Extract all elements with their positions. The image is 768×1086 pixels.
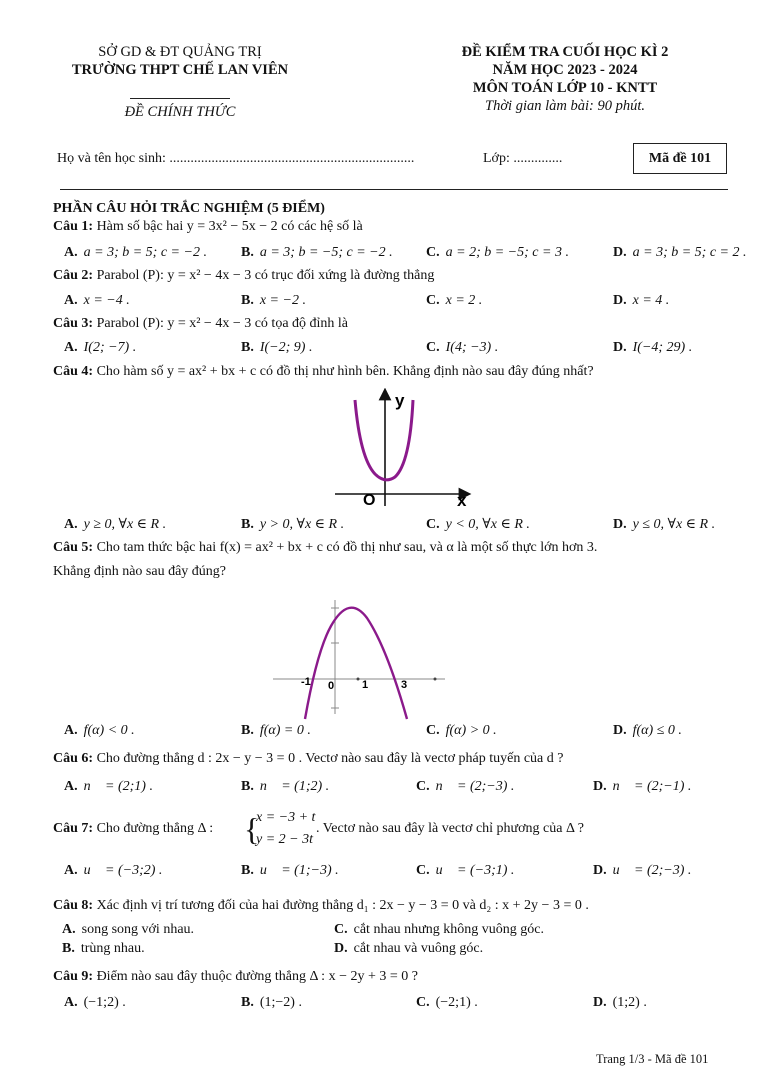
- x-tick-dot: [434, 678, 437, 681]
- question-text: Cho hàm số y = ax² + bx + c có đồ thị như hình bên. Khẳng định nào sau đây đúng nhất?: [96, 364, 594, 379]
- option-text: y ≥ 0, ∀x ∈ R .: [83, 517, 167, 532]
- question-label: Câu 9:: [53, 969, 94, 984]
- y-axis-label: y: [395, 391, 405, 410]
- option-letter: B.: [241, 293, 254, 308]
- option-text: (−1;2) .: [83, 995, 126, 1010]
- question-text: Hàm số bậc hai y = 3x² − 5x − 2 có các hệ số là: [96, 219, 363, 234]
- option-letter: D.: [334, 941, 348, 956]
- option-text: song song với nhau.: [81, 922, 195, 937]
- x-tick-dot: [357, 678, 360, 681]
- option-letter: A.: [64, 723, 78, 738]
- question-3: [53, 316, 348, 332]
- option-text: a = 3; b = 5; c = 2 .: [632, 245, 747, 260]
- option-letter: B.: [241, 995, 254, 1010]
- q7-option-c[interactable]: [416, 863, 514, 879]
- option-letter: C.: [426, 245, 440, 260]
- q1-option-c[interactable]: [426, 245, 569, 261]
- option-text: u⃗ = (−3;2) .: [83, 863, 163, 878]
- option-letter: B.: [241, 340, 254, 355]
- school-name: TRƯỜNG THPT CHẾ LAN VIÊN: [71, 62, 289, 78]
- option-letter: B.: [241, 245, 254, 260]
- q4-option-c[interactable]: [426, 516, 530, 533]
- option-text: x = 2 .: [445, 293, 483, 308]
- parabola-curve: [305, 608, 407, 719]
- exam-code-box: [633, 143, 727, 174]
- q5-option-c[interactable]: [426, 723, 497, 739]
- q9-option-b[interactable]: [241, 995, 302, 1011]
- q2-option-b[interactable]: [241, 293, 306, 309]
- question-label: Câu 8:: [53, 898, 94, 913]
- school-year: NĂM HỌC 2023 - 2024: [492, 62, 638, 78]
- q8-option-a[interactable]: [62, 922, 194, 938]
- system-eq1: x = −3 + t: [256, 810, 316, 825]
- question-text: Cho đường thẳng d : 2x − y − 3 = 0 . Vectơ nào sau đây là vectơ pháp tuyến của d ?: [96, 751, 564, 766]
- option-letter: D.: [593, 863, 607, 878]
- q1-option-a[interactable]: [64, 245, 207, 261]
- q7-option-b[interactable]: [241, 863, 339, 879]
- question-text: Cho đường thẳng Δ :: [96, 821, 214, 836]
- q6-option-c[interactable]: [416, 779, 514, 795]
- option-text: n⃗ = (2;−3) .: [435, 779, 515, 794]
- page-footer: Trang 1/3 - Mã đề 101: [596, 1052, 709, 1066]
- option-text: f(α) ≤ 0 .: [632, 723, 682, 738]
- official-label: ĐỀ CHÍNH THỨC: [124, 104, 236, 120]
- option-letter: A.: [64, 340, 78, 355]
- class-field: Lớp: ..............: [483, 151, 563, 166]
- option-letter: A.: [64, 863, 78, 878]
- option-letter: A.: [64, 293, 78, 308]
- option-text: I(4; −3) .: [445, 340, 499, 355]
- option-text: f(α) = 0 .: [259, 723, 311, 738]
- question-2: [53, 268, 434, 284]
- q7-option-a[interactable]: [64, 863, 162, 879]
- option-text: cắt nhau và vuông góc.: [353, 941, 484, 956]
- option-text: u⃗ = (−3;1) .: [435, 863, 515, 878]
- option-text: a = 3; b = 5; c = −2 .: [83, 245, 207, 260]
- option-text: trùng nhau.: [80, 941, 145, 956]
- q7-option-d[interactable]: [593, 863, 691, 879]
- header-divider: [130, 98, 230, 99]
- q8-option-b[interactable]: [62, 941, 145, 957]
- option-text: I(2; −7) .: [83, 340, 137, 355]
- exam-code: Mã đề 101: [648, 150, 712, 166]
- option-text: u⃗ = (2;−3) .: [612, 863, 692, 878]
- option-text: n⃗ = (2;−1) .: [612, 779, 692, 794]
- option-letter: C.: [416, 779, 430, 794]
- option-text: I(−4; 29) .: [632, 340, 693, 355]
- q8-option-d[interactable]: [334, 941, 483, 957]
- option-text: y ≤ 0, ∀x ∈ R .: [632, 517, 716, 532]
- question-7: [53, 821, 213, 837]
- option-letter: C.: [426, 293, 440, 308]
- question-text: Parabol (P): y = x² − 4x − 3 có tọa độ đỉnh là: [96, 316, 349, 331]
- option-letter: D.: [613, 517, 627, 532]
- parabola-curve: [355, 400, 413, 480]
- q4-option-b[interactable]: [241, 516, 344, 533]
- q8-option-c[interactable]: [334, 922, 544, 938]
- option-text: a = 3; b = −5; c = −2 .: [259, 245, 393, 260]
- tick-label-1: 1: [362, 679, 369, 691]
- q2-option-d[interactable]: [613, 293, 669, 309]
- option-text: x = −4 .: [83, 293, 130, 308]
- q6-option-b[interactable]: [241, 779, 329, 795]
- option-text: y > 0, ∀x ∈ R .: [259, 517, 345, 532]
- option-letter: B.: [241, 517, 254, 532]
- question-1: [53, 219, 363, 235]
- q9-option-a[interactable]: [64, 995, 126, 1011]
- option-letter: D.: [613, 245, 627, 260]
- q4-option-a[interactable]: [64, 516, 166, 533]
- option-letter: C.: [416, 863, 430, 878]
- option-letter: C.: [426, 517, 440, 532]
- option-letter: A.: [62, 922, 76, 937]
- question-label: Câu 5:: [53, 540, 94, 555]
- option-letter: C.: [334, 922, 348, 937]
- question-label: Câu 6:: [53, 751, 94, 766]
- option-text: f(α) < 0 .: [83, 723, 135, 738]
- tick-label-neg1: -1: [301, 676, 311, 688]
- question-4: [53, 364, 594, 380]
- question-7-tail: . Vectơ nào sau đây là vectơ chỉ phương của Δ ?: [316, 821, 584, 836]
- tick-label-3: 3: [401, 679, 408, 691]
- question-label: Câu 7:: [53, 821, 94, 836]
- q3-option-d[interactable]: [613, 340, 692, 356]
- option-text: u⃗ = (1;−3) .: [259, 863, 339, 878]
- option-text: (1;2) .: [612, 995, 647, 1010]
- option-letter: B.: [241, 779, 254, 794]
- question-8: [53, 898, 589, 914]
- q5-option-b[interactable]: [241, 723, 311, 739]
- question-label: Câu 3:: [53, 316, 94, 331]
- q3-option-b[interactable]: [241, 340, 312, 356]
- exam-title: ĐỀ KIỂM TRA CUỐI HỌC KÌ 2: [461, 44, 669, 60]
- section-title: PHẦN CÂU HỎI TRẮC NGHIỆM (5 ĐIỂM): [53, 201, 325, 216]
- header-rule: [60, 189, 728, 190]
- question-5: [53, 540, 597, 556]
- exam-time: Thời gian làm bài: 90 phút.: [485, 98, 645, 114]
- option-letter: A.: [64, 245, 78, 260]
- question-9: [53, 969, 418, 985]
- option-letter: C.: [416, 995, 430, 1010]
- option-text: f(α) > 0 .: [445, 723, 497, 738]
- q9-option-c[interactable]: [416, 995, 478, 1011]
- option-text: (−2;1) .: [435, 995, 478, 1010]
- question-text: Điểm nào sau đây thuộc đường thẳng Δ : x − 2y + 3 = 0 ?: [96, 969, 418, 984]
- question-text: Xác định vị trí tương đối của hai đường thẳng d₁ : 2x − y − 3 = 0 và d₂ : x + 2y − 3 = 0 .: [96, 898, 589, 913]
- option-letter: B.: [62, 941, 75, 956]
- q6-option-a[interactable]: [64, 779, 153, 795]
- q4-parabola-graph: [325, 388, 475, 510]
- origin-label: O: [363, 492, 376, 509]
- option-letter: B.: [241, 723, 254, 738]
- question-text: Cho tam thức bậc hai f(x) = ax² + bx + c có đồ thị như sau, và α là một số thực lớn hơn 3.: [96, 540, 598, 555]
- question-label: Câu 2:: [53, 268, 94, 283]
- option-letter: D.: [593, 995, 607, 1010]
- q1-option-d[interactable]: [613, 245, 747, 261]
- option-text: a = 2; b = −5; c = 3 .: [445, 245, 569, 260]
- question-text: Parabol (P): y = x² − 4x − 3 có trục đối xứng là đường thẳng: [96, 268, 435, 283]
- option-text: n⃗ = (2;1) .: [83, 779, 153, 794]
- option-text: cắt nhau nhưng không vuông góc.: [353, 922, 544, 937]
- q2-option-a[interactable]: [64, 293, 130, 309]
- system-brace: {: [244, 811, 260, 847]
- option-letter: D.: [613, 340, 627, 355]
- x-axis-label: x: [457, 491, 467, 510]
- option-text: y < 0, ∀x ∈ R .: [445, 517, 530, 532]
- student-name-field: Họ và tên học sinh: ......................................................................: [57, 151, 415, 166]
- q5-option-d[interactable]: [613, 723, 682, 739]
- option-letter: D.: [613, 293, 627, 308]
- question-label: Câu 1:: [53, 219, 94, 234]
- option-text: x = −2 .: [259, 293, 306, 308]
- subject: MÔN TOÁN LỚP 10 - KNTT: [472, 80, 658, 96]
- question-5-line2: Khẳng định nào sau đây đúng?: [53, 564, 227, 579]
- option-letter: B.: [241, 863, 254, 878]
- tick-label-0: 0: [328, 680, 335, 692]
- q9-option-d[interactable]: [593, 995, 647, 1011]
- system-eq2: y = 2 − 3t: [256, 832, 313, 847]
- q2-option-c[interactable]: [426, 293, 482, 309]
- question-6: [53, 751, 563, 767]
- option-letter: C.: [426, 340, 440, 355]
- q6-option-d[interactable]: [593, 779, 691, 795]
- option-letter: A.: [64, 517, 78, 532]
- option-letter: D.: [613, 723, 627, 738]
- option-text: (1;−2) .: [259, 995, 302, 1010]
- option-letter: C.: [426, 723, 440, 738]
- option-letter: D.: [593, 779, 607, 794]
- option-text: I(−2; 9) .: [259, 340, 313, 355]
- option-letter: A.: [64, 995, 78, 1010]
- q1-option-b[interactable]: [241, 245, 393, 261]
- question-label: Câu 4:: [53, 364, 94, 379]
- option-letter: A.: [64, 779, 78, 794]
- q5-option-a[interactable]: [64, 723, 135, 739]
- department-name: SỞ GD & ĐT QUẢNG TRỊ: [98, 44, 262, 60]
- option-text: x = 4 .: [632, 293, 670, 308]
- q3-option-a[interactable]: [64, 340, 136, 356]
- q5-parabola-graph: [265, 596, 455, 720]
- q3-option-c[interactable]: [426, 340, 498, 356]
- q4-option-d[interactable]: [613, 516, 715, 533]
- option-text: n⃗ = (1;2) .: [259, 779, 330, 794]
